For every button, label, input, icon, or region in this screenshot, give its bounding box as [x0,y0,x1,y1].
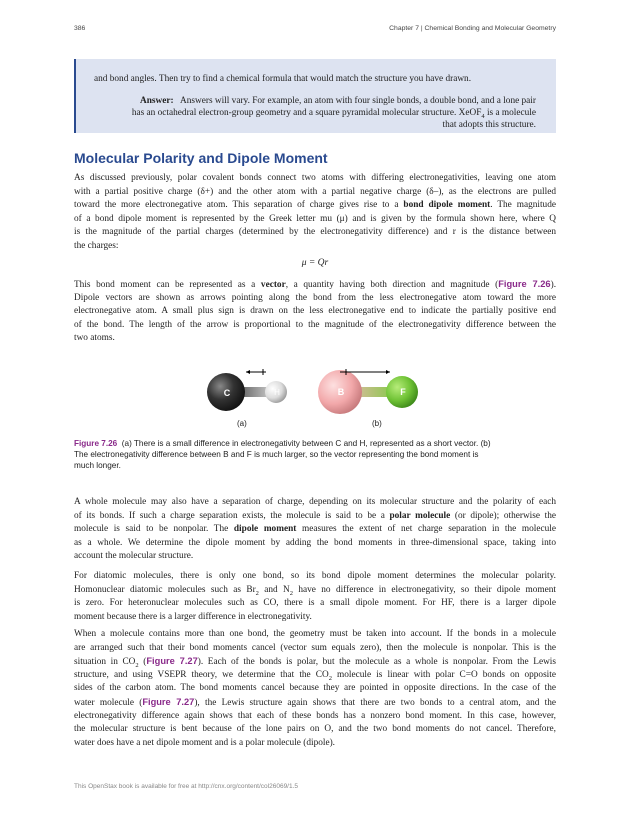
atom-label-c: C [223,388,231,398]
molecule-c-h [207,369,287,411]
figure-7-27-link-2[interactable]: Figure 7.27 [142,696,195,707]
exercise-lead-line: and bond angles. Then try to find a chemical formula that would match the structure you have drawn. [94,74,472,84]
figure-7-26-illustration [190,360,440,422]
paragraph-bond-dipole: As discussed previously, polar covalent bonds connect two atoms with differing electronegativities, leaving one atom with a partial positive charge (δ+) and the other atom with a partial negative charge (δ–), as the electrons are pulled toward the more electronegative atom. This separation of charge gives rise to a bond dipole moment. The magnitude of a bond dipole moment is represented by the Greek letter mu (μ) and is given by the formula shown here, where Q is the magnitude of the partial charges (determined by the electronegativity difference) and r is the distance between the charges: [74,173,556,251]
paragraph-geometry: When a molecule contains more than one bond, the geometry must be taken into account. If the bonds in a molecule are arranged such that their bond moments cancel (vector sum equals zero), then the molecule is nonpolar. This is the situation in $CO_2$ (Figure 7.27). Each of the bonds is polar, but the molecule as a whole is nonpolar. From the Lewis structure, and using VSEPR theory, we determine that the $CO_2$ molecule is linear with polar C=O bonds on opposite sides of the carbon atom. The bond moments cancel because they are pointed in opposite directions. In the case of the water molecule (Figure 7.27), the Lewis structure again shows that there are two bonds to a central atom, and the electronegativity difference again shows that each of these bonds has a nonzero bond moment. In this case, however, the molecular structure is bent because of the lone pairs on O, and the two bond moments do not cancel. Therefore, water does have a net dipole moment and is a polar molecule (dipole). [74,629,556,748]
answer-line-1: Answer: Answers will vary. For example, an atom with four single bonds, a double bond, and a lone pair [139,96,536,106]
figure-7-26-link[interactable]: Figure 7.26 [498,279,551,289]
term-polar-molecule: polar molecule [389,510,451,521]
dipole-equation: μ = Qr [301,258,329,268]
answer-label: Answer: [139,96,174,106]
footer-note: This OpenStax book is available for free at http://cnx.org/content/col26069/1.5 [74,783,299,790]
atom-label-b: B [337,387,345,397]
answer-line-3: that adopts this structure. [442,120,536,130]
caption-label: Figure 7.26 [74,439,118,448]
subfigure-label-a: (a) [237,419,247,428]
figure-7-27-link[interactable]: Figure 7.27 [146,656,198,667]
molecule-b-f [318,369,418,414]
paragraph-diatomic: For diatomic molecules, there is only one bond, so its bond dipole moment determines the molecular polarity. Homonuclear diatomic molecules such as $Br_2$ and $N_2$ have no difference in electronegativity, so their dipole moment is zero. For heteronuclear molecules such as CO, there is a small dipole moment. For HF, there is a larger dipole moment because there is a larger difference in electronegativity. [74,571,556,622]
paragraph-vector: This bond moment can be represented as a vector, a quantity having both direction and magnitude (Figure 7.26). Dipole vectors are shown as arrows pointing along the bond from the less electronegative atom toward the more electronegative atom. A small plus sign is drawn on the less electronegative end to indicate the partially positive end of the bond. The length of the arrow is proportional to the magnitude of the electronegativity difference between the two atoms. [74,279,557,344]
term-vector: vector [260,280,286,290]
atom-label-h: H [274,388,280,397]
chapter-header: Chapter 7 | Chemical Bonding and Molecular Geometry [389,25,556,32]
answer-line-2: has an octahedral electron-group geometry and a square pyramidal molecular structure. XeOF$_4$ is a molecule [131,108,536,120]
subfigure-label-b: (b) [372,419,382,428]
page-number: 386 [74,25,86,32]
atom-label-f: F [400,387,406,397]
figure-7-26-caption: Figure 7.26 (a) There is a small difference in electronegativity between C and H, represented as a short vector. (b) The electronegativity difference between B and F is much larger, so the vector representing the bond moment is much longer. [74,439,491,471]
exercise-answer-box [74,59,556,133]
term-dipole-moment: dipole moment [233,524,297,535]
paragraph-polar-molecule: A whole molecule may also have a separation of charge, depending on its molecular structure and the polarity of each of its bonds. If such a charge separation exists, the molecule is said to be a polar molecule (or dipole); otherwise the molecule is said to be nonpolar. The dipole moment measures the extent of net charge separation in the molecule as a whole. We determine the dipole moment by adding the bond moments in three-dimensional space, taking into account the molecular structure. [74,497,556,562]
section-title: Molecular Polarity and Dipole Moment [74,150,328,166]
term-bond-dipole-moment: bond dipole moment [403,200,491,211]
